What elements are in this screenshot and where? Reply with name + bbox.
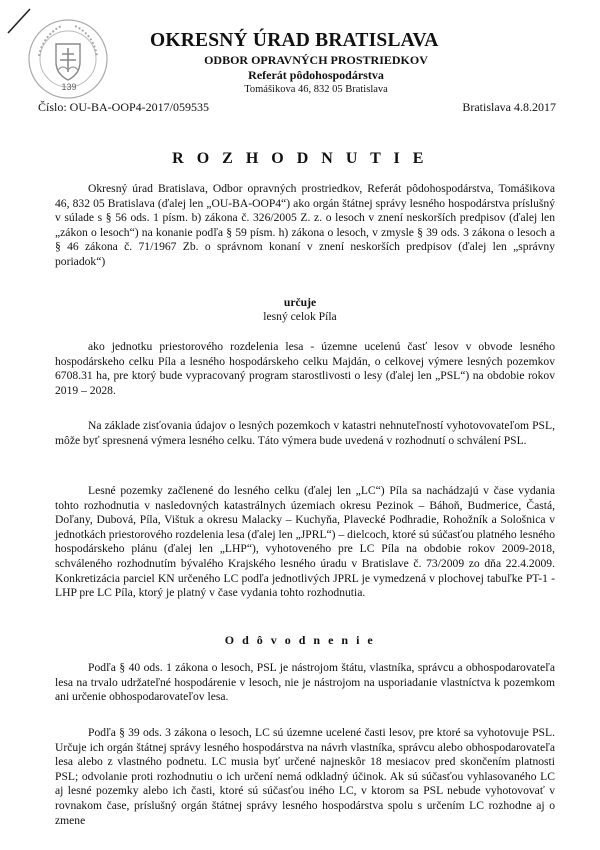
document-date: Bratislava 4.8.2017 (462, 100, 556, 114)
intro-paragraph: Okresný úrad Bratislava, Odbor opravných prostriedkov, Referát pôdohospodárstva, Tomášikova 46, 832 05 Bratislava (ďalej len „OU-BA-OOP4“) ako orgán štátnej správy lesného hospodárstva príslušný v súlade s § 56 ods. 1 písm. b) zákona č. 326/2005 Z. z. o lesoch v znení neskorších predpisov (ďalej len „zákon o lesoch“) na konanie podľa § 59 písm. h) zákona o lesoch, v zmysle § 39 ods. 3 zákona o lesoch a § 46 zákona č. 71/1967 Zb. o správnom konaní v znení neskorších predpisov (ďalej len „správny poriadok“) (55, 182, 555, 268)
office-name: OKRESNÝ ÚRAD BRATISLAVA (150, 30, 439, 51)
seal-number: 139 (61, 82, 77, 92)
document-title: R O Z H O D N U T I E (172, 150, 428, 167)
paragraph-unit-definition: ako jednotku priestorového rozdelenia lesa - územne ucelenú časť lesov v obvode lesného hospodárskeho celku Píla a lesného hospodárskeho celku Majdán, o celkovej výmere lesných pozemkov 6708.31 ha, pre ktorý bude vypracovaný program starostlivosti o lesy (ďalej len „PSL“) na obdobie rokov 2019 – 2028. (55, 340, 555, 397)
office-address: Tomášikova 46, 832 05 Bratislava (244, 84, 388, 95)
section-name: Referát pôdohospodárstva (248, 68, 384, 82)
justification-heading: O d ô v o d n e n i e (224, 633, 376, 647)
reference-number: Číslo: OU-BA-OOP4-2017/059535 (38, 100, 210, 114)
paragraph-cadastral-areas: Lesné pozemky začlenené do lesného celku (ďalej len „LC“) Píla sa nachádzajú v čase vydania tohto rozhodnutia v nasledovných katastrálnych územiach okresu Pezinok – Báhoň, Budmerice, Častá, Doľany, Dubová, Píla, Vištuk a okresu Malacky – Kuchyňa, Plavecké Podhradie, Rohožník a Sološnica v jednotkách priestorového rozdelenia lesa (ďalej len „JPRL“) – dielcoch, ktoré sú súčasťou platného lesného hospodárskeho plánu (ďalej len „LHP“), vyhotoveného pre LC Píla na obdobie rokov 2009-2018, schváleného rozhodnutím bývalého Krajského lesného úradu v Bratislave č. 73/2009 zo dňa 22.4.2009. Konkretizácia parciel KN určeného LC podľa jednotlivých JPRL je vymedzená v plochovej tabuľke PT-1 - LHP pre LC Píla, ktorý je platný v čase vydania tohto rozhodnutia. (55, 484, 555, 600)
paragraph-lc-definition: Podľa § 39 ods. 3 zákona o lesoch, LC sú územne ucelené časti lesov, pre ktoré sa vyhotovuje PSL. Určuje ich orgán štátnej správy lesného hospodárstva na návrh vlastníka, správcu alebo obhospodarovateľa lesa alebo z vlastného podnetu. LC musia byť určené najneskôr 18 mesiacov pred skončením platnosti PSL; odvolanie proti rozhodnutiu o ich určení nemá odkladný účinok. Ak sú súčasťou vyhlasovaného LC aj lesné pozemky alebo ich časti, ktoré sú súčasťou iného LC, v ktorom sa PSL nebude vyhotovovať v rovnakom čase, príslušný orgán štátnej správy lesného hospodárstva spolu s určením LC rozhodne aj o zmene (55, 726, 555, 827)
determines-heading: určuje (283, 296, 317, 309)
paragraph-psl-purpose: Podľa § 40 ods. 1 zákona o lesoch, PSL je nástrojom štátu, vlastníka, správcu a obhospodarovateľa lesa na trvalo udržateľné hospodárenie v lesoch, nie je nástrojom na usporiadanie vlastníctva k pozemkom ani určenie obhospodarovateľov lesa. (55, 661, 555, 704)
forest-unit-name: lesný celok Píla (263, 310, 337, 323)
paragraph-area-note: Na základe zisťovania údajov o lesných pozemkoch v katastri nehnuteľností vyhotovovateľom PSL, môže byť spresnená výmera lesného celku. Táto výmera bude uvedená v rozhodnutí o schválení PSL. (55, 419, 555, 447)
department-name: ODBOR OPRAVNÝCH PROSTRIEDKOV (204, 53, 428, 67)
